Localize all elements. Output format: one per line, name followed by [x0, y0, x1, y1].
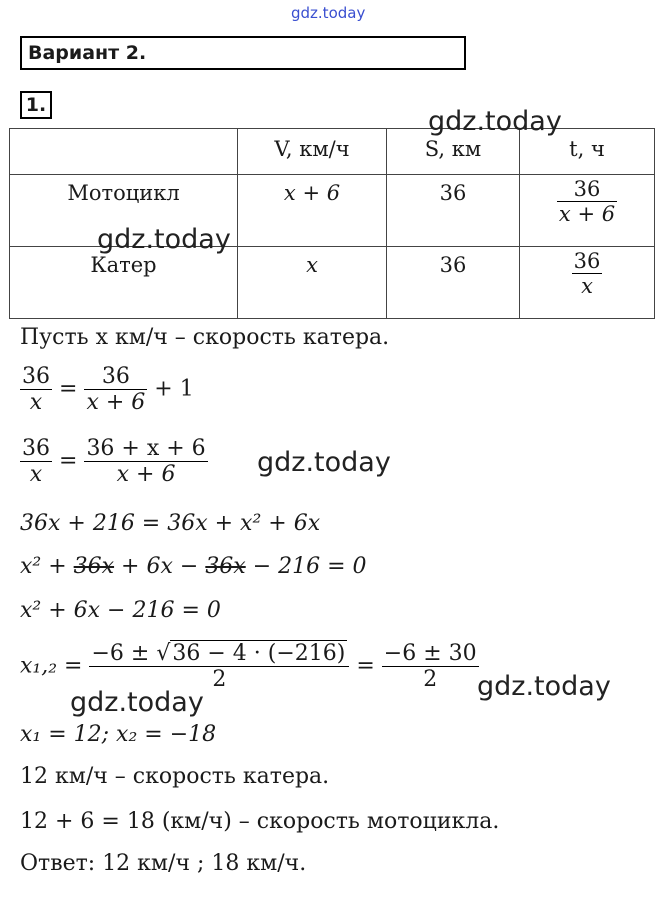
watermark: gdz.today [97, 224, 231, 255]
row-name: Катер [10, 247, 238, 319]
moto-speed-line: 12 + 6 = 18 (км/ч) – скорость мотоцикла. [20, 809, 500, 834]
watermark: gdz.today [428, 106, 562, 137]
watermark: gdz.today [70, 687, 204, 718]
time-denominator: x + 6 [558, 202, 616, 226]
solution-intro: Пусть x км/ч – скорость катера. [20, 325, 390, 350]
time-denominator: x [581, 274, 593, 298]
row-distance: 36 [387, 175, 520, 247]
task-number: 1. [20, 91, 52, 119]
equation-5: x² + 6x − 216 = 0 [20, 598, 221, 623]
header-cell-speed: V, км/ч [238, 129, 387, 175]
row-name: Мотоцикл [10, 175, 238, 247]
row-time [520, 247, 655, 319]
answer-line: Ответ: 12 км/ч ; 18 км/ч. [20, 851, 307, 876]
header-cell-time: t, ч [520, 129, 655, 175]
row-speed: x [238, 247, 387, 319]
watermark-top: gdz.today [291, 4, 366, 22]
boat-speed-line: 12 км/ч – скорость катера. [20, 764, 330, 789]
equation-1: $\frac{36}{x}$ = $\frac{36}{x + 6}$ + 1 [22, 364, 194, 415]
header-cell-distance: S, км [387, 129, 520, 175]
equation-roots: x₁,₂ = $\frac{-6 \pm √36 - 4 \cdot (-216)}{2}$ = $\frac{-6 \pm 30}{2}$ [20, 641, 477, 692]
equation-4: x² + 36x + 6x − 36x − 216 = 0 [20, 554, 367, 579]
row-time [520, 175, 655, 247]
watermark: gdz.today [477, 671, 611, 702]
row-speed: x + 6 [238, 175, 387, 247]
roots-values: x₁ = 12; x₂ = −18 [20, 722, 217, 747]
variant-title: Вариант 2. [20, 36, 466, 70]
time-numerator: 36 [573, 249, 601, 273]
row-distance: 36 [387, 247, 520, 319]
equation-3: 36x + 216 = 36x + x² + 6x [20, 511, 321, 536]
time-numerator: 36 [557, 177, 617, 202]
table-row [10, 247, 655, 319]
equation-2: $\frac{36}{x}$ = $\frac{36 + x + 6}{x + 6}$ [22, 436, 206, 487]
watermark: gdz.today [257, 447, 391, 478]
header-cell-empty [10, 129, 238, 175]
